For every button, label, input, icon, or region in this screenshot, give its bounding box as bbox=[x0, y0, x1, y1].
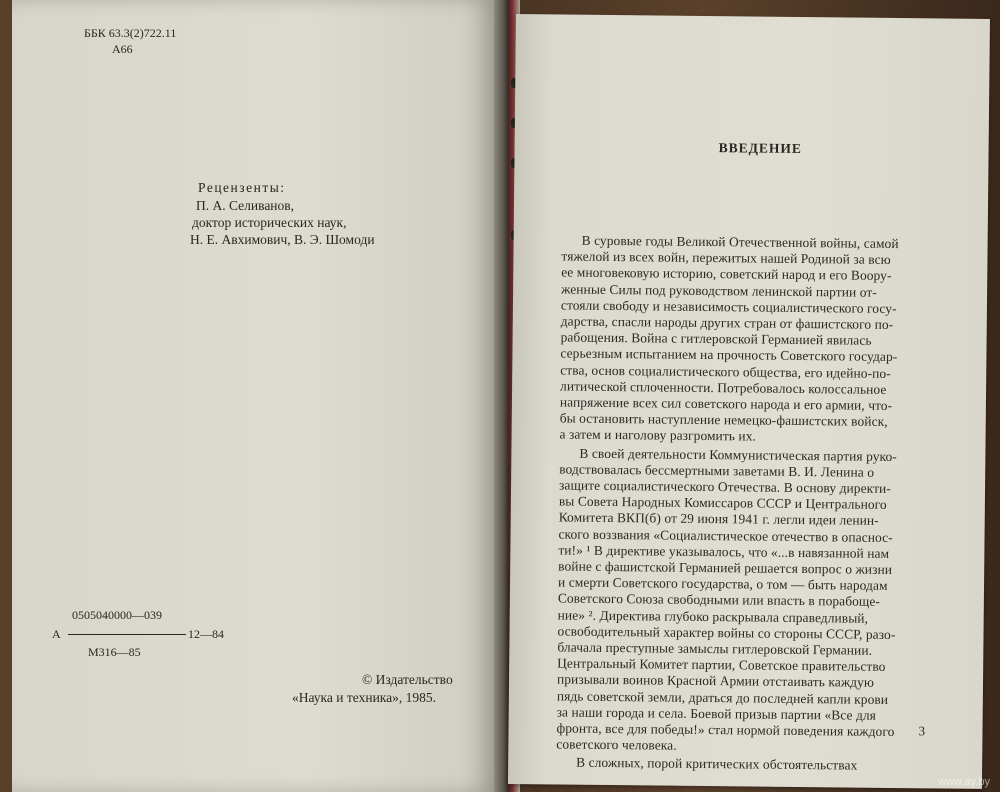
text-line: ского воззвания «Социалистическое отечество в опаснос- bbox=[558, 526, 893, 545]
reviewer-1-title: доктор исторических наук, bbox=[192, 215, 347, 230]
text-line: вы Совета Народных Комиссаров СССР и Центрального bbox=[558, 493, 887, 513]
text-line: защите социалистического Отечества. В основу директи- bbox=[558, 477, 891, 496]
reviewers-2: Н. Е. Авхимович, В. Э. Шомоди bbox=[190, 232, 375, 247]
text-line: водствовалась бессмертными заветами В. И. Ленина о bbox=[559, 461, 875, 480]
page-number: 3 bbox=[918, 723, 926, 739]
right-page bbox=[508, 14, 990, 789]
reviewer-1: П. А. Селиванов, bbox=[196, 198, 295, 213]
index-right: 12—84 bbox=[188, 627, 224, 641]
text-line: В сложных, порой критических обстоятельствах bbox=[576, 755, 858, 774]
text-line: и смерти Советского государства, о том — быть народам bbox=[557, 574, 888, 594]
text-line: за наши города и села. Боевой призыв партии «Все для bbox=[556, 704, 877, 723]
text-line: советского человека. bbox=[556, 736, 677, 753]
text-line: рабощения. Война с гитлеровской Германией явилась bbox=[560, 329, 872, 348]
copyright-line: © Издательство bbox=[362, 672, 453, 687]
text-line: Советского Союза свободными или впасть в порабоще- bbox=[557, 590, 881, 610]
text-line: тяжелой из всех войн, пережитых нашей Родиной за всю bbox=[561, 248, 891, 268]
text-line: литической сплоченности. Потребовалось колоссальное bbox=[560, 378, 887, 397]
text-line: призывали воинов Красной Армии отстаивать каждую bbox=[556, 671, 875, 691]
reviewers-title: Рецензенты: bbox=[198, 180, 286, 195]
text-line: а затем и наголову разгромить их. bbox=[559, 426, 757, 444]
text-line: Центральный Комитет партии, Советское правительство bbox=[557, 655, 886, 675]
text-line: ее многовековую историю, советский народ и его Воору- bbox=[561, 264, 892, 284]
index-top: 0505040000—039 bbox=[72, 608, 162, 622]
text-line: женные Силы под руководством ленинской партии от- bbox=[561, 281, 877, 300]
text-line: ти!» ¹ В директиве указывалось, что «...в навязанной нам bbox=[558, 542, 890, 561]
text-line: серьезным испытанием на прочность Советского государ- bbox=[560, 345, 898, 365]
text-line: ства, основ социалистического общества, его идейно-по- bbox=[560, 362, 891, 381]
left-page bbox=[12, 0, 500, 792]
chapter-heading: ВВЕДЕНИЕ bbox=[718, 140, 802, 157]
text-line: войне с фашистской Германией решается вопрос о жизни bbox=[558, 558, 893, 577]
text-line: блачала преступные замыслы гитлеровской Германии. bbox=[557, 639, 873, 658]
text-line: В своей деятельности Коммунистическая партия руко- bbox=[579, 445, 897, 464]
watermark: www.ay.by bbox=[938, 776, 990, 788]
author-code: А66 bbox=[112, 42, 133, 56]
text-line: бы остановить наступление немецко-фашистских войск, bbox=[559, 410, 888, 430]
index-fraction-line bbox=[68, 634, 186, 635]
index-bottom: М316—85 bbox=[88, 645, 141, 659]
text-line: фронта, все для победы!» стал нормой поведения каждого bbox=[556, 720, 895, 740]
bbk-code: ББК 63.3(2)722.11 bbox=[84, 26, 177, 40]
publisher-line: «Наука и техника», 1985. bbox=[292, 690, 437, 705]
text-line: Комитета ВКП(б) от 29 июня 1941 г. легли идеи ленин- bbox=[558, 509, 879, 529]
text-line: пядь советской земли, драться до последней капли крови bbox=[556, 688, 889, 707]
text-line: напряжение всех сил советского народа и его армии, что- bbox=[559, 394, 893, 413]
text-line: ние» ². Директива глубоко раскрывала справедливый, bbox=[557, 607, 869, 626]
text-line: освободительный характер войны со стороны СССР, разо- bbox=[557, 623, 896, 642]
text-line: дарства, спасли народы других стран от фашистского по- bbox=[560, 313, 894, 332]
text-line: стояли свободу и независимость социалистического госу- bbox=[560, 297, 897, 316]
index-a: А bbox=[52, 627, 61, 641]
text-line: В суровые годы Великой Отечественной войны, самой bbox=[581, 232, 899, 252]
